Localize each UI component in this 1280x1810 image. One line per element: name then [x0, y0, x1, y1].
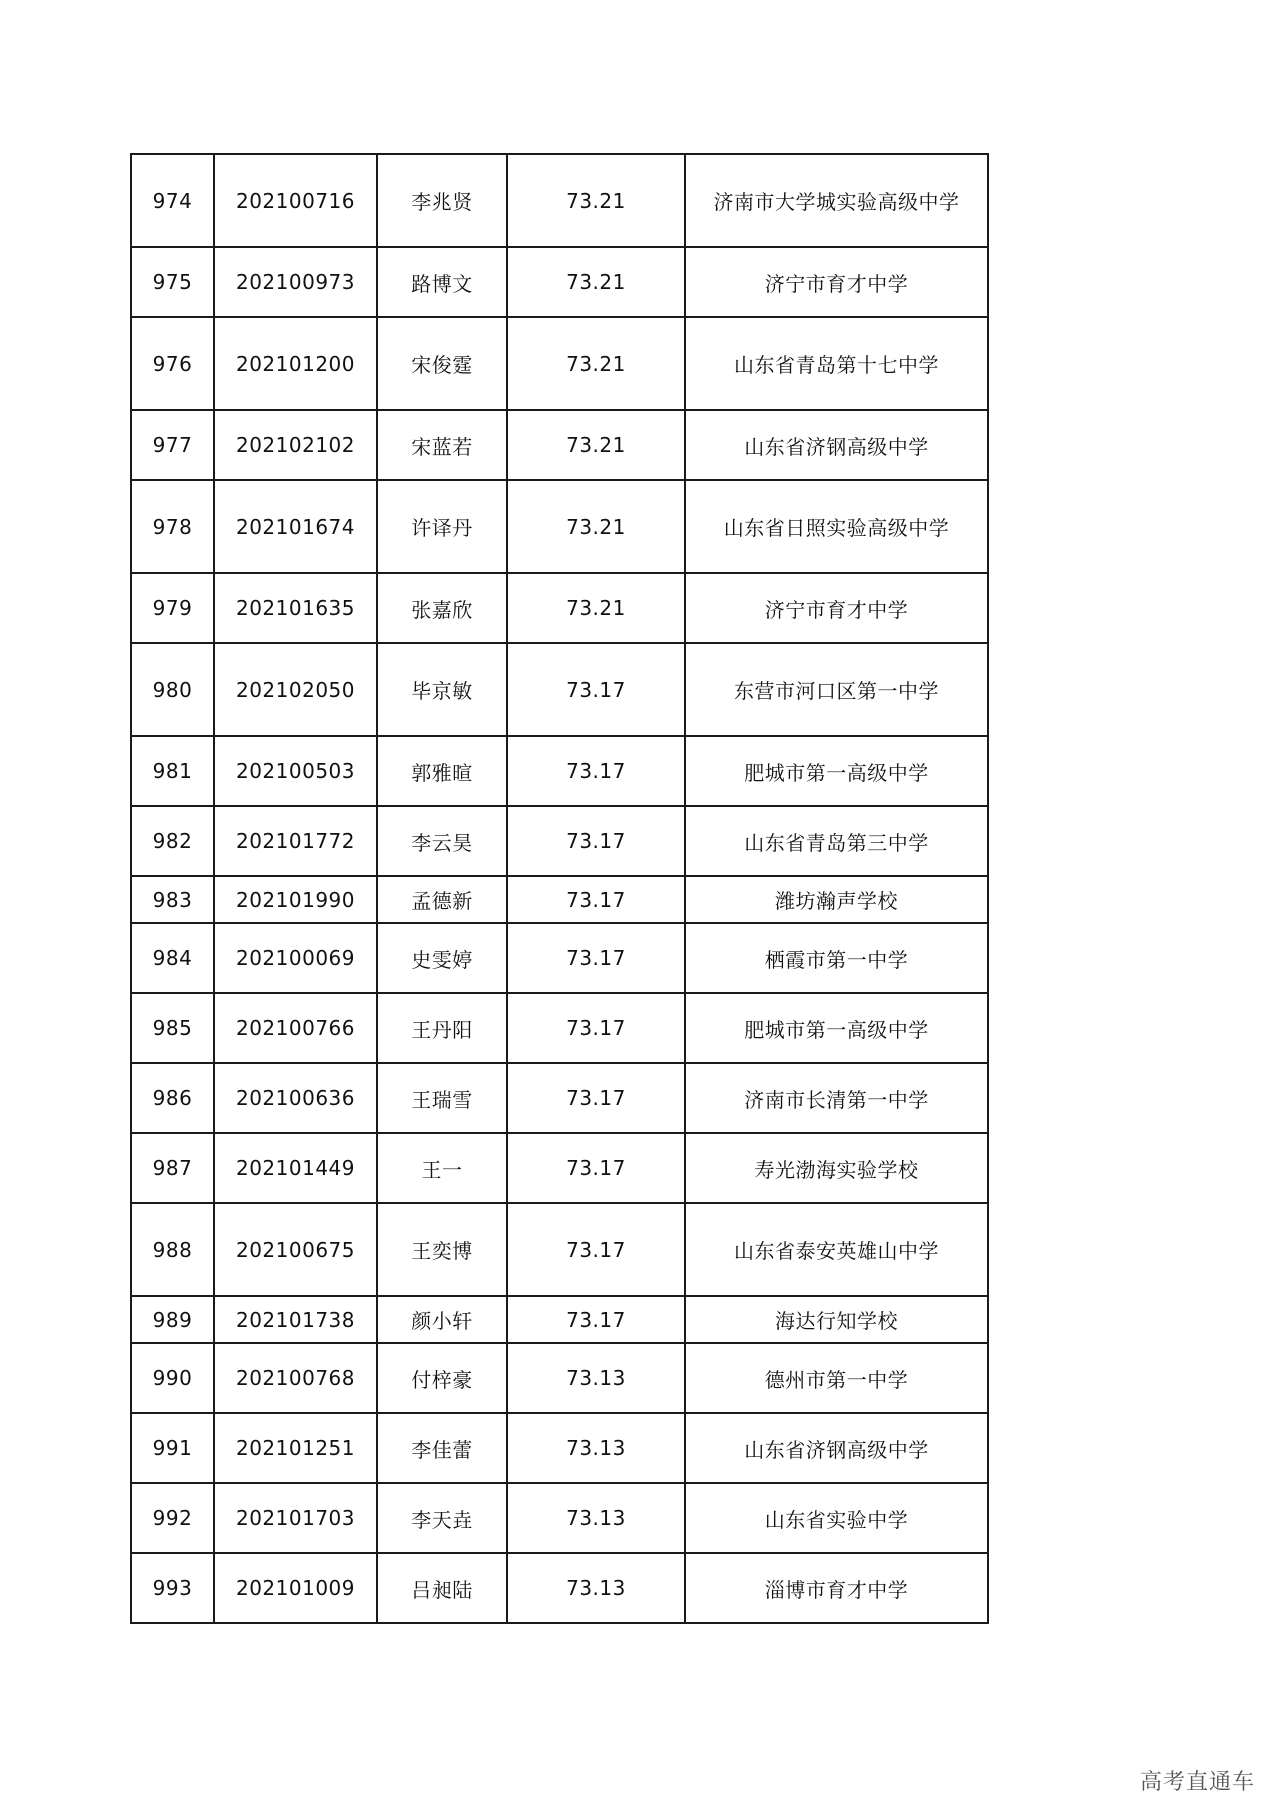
table-row — [131, 1343, 988, 1413]
candidate-id-cell: 202100503 — [214, 736, 377, 806]
school-cell: 山东省青岛第三中学 — [685, 806, 988, 876]
school-cell: 肥城市第一高级中学 — [685, 736, 988, 806]
score-cell: 73.17 — [507, 993, 685, 1063]
school-cell: 济宁市育才中学 — [685, 247, 988, 317]
table-row — [131, 1483, 988, 1553]
candidate-id-cell: 202101200 — [214, 317, 377, 410]
rank-cell: 987 — [131, 1133, 214, 1203]
school-cell: 山东省日照实验高级中学 — [685, 480, 988, 573]
candidate-id-cell: 202101990 — [214, 876, 377, 923]
name-cell: 王瑞雪 — [377, 1063, 507, 1133]
name-cell: 宋俊霆 — [377, 317, 507, 410]
table-row — [131, 1063, 988, 1133]
rank-cell: 976 — [131, 317, 214, 410]
candidate-id-cell: 202101674 — [214, 480, 377, 573]
name-cell: 李兆贤 — [377, 154, 507, 247]
name-cell: 史雯婷 — [377, 923, 507, 993]
table-row — [131, 876, 988, 923]
rank-cell: 992 — [131, 1483, 214, 1553]
school-cell: 寿光渤海实验学校 — [685, 1133, 988, 1203]
table-row — [131, 1296, 988, 1343]
name-cell: 李佳蕾 — [377, 1413, 507, 1483]
candidate-id-cell: 202100768 — [214, 1343, 377, 1413]
rank-cell: 986 — [131, 1063, 214, 1133]
school-cell: 山东省济钢高级中学 — [685, 1413, 988, 1483]
candidate-id-cell: 202102102 — [214, 410, 377, 480]
rank-cell: 993 — [131, 1553, 214, 1623]
table-row — [131, 736, 988, 806]
score-cell: 73.17 — [507, 923, 685, 993]
rank-cell: 978 — [131, 480, 214, 573]
name-cell: 颜小轩 — [377, 1296, 507, 1343]
table-row — [131, 1553, 988, 1623]
name-cell: 孟德新 — [377, 876, 507, 923]
name-cell: 路博文 — [377, 247, 507, 317]
school-cell: 东营市河口区第一中学 — [685, 643, 988, 736]
score-cell: 73.17 — [507, 1063, 685, 1133]
school-cell: 海达行知学校 — [685, 1296, 988, 1343]
table-row — [131, 410, 988, 480]
name-cell: 王奕博 — [377, 1203, 507, 1296]
score-cell: 73.21 — [507, 317, 685, 410]
score-cell: 73.17 — [507, 806, 685, 876]
name-cell: 付梓豪 — [377, 1343, 507, 1413]
name-cell: 毕京敏 — [377, 643, 507, 736]
school-cell: 德州市第一中学 — [685, 1343, 988, 1413]
name-cell: 王丹阳 — [377, 993, 507, 1063]
candidate-id-cell: 202100973 — [214, 247, 377, 317]
rank-cell: 979 — [131, 573, 214, 643]
score-cell: 73.21 — [507, 247, 685, 317]
table-row — [131, 1133, 988, 1203]
name-cell: 郭雅暄 — [377, 736, 507, 806]
score-cell: 73.13 — [507, 1483, 685, 1553]
table-row — [131, 1203, 988, 1296]
name-cell: 李云昊 — [377, 806, 507, 876]
score-cell: 73.21 — [507, 573, 685, 643]
score-cell: 73.21 — [507, 410, 685, 480]
school-cell: 济宁市育才中学 — [685, 573, 988, 643]
score-cell: 73.17 — [507, 1203, 685, 1296]
table-row — [131, 573, 988, 643]
name-cell: 宋蓝若 — [377, 410, 507, 480]
table-row — [131, 923, 988, 993]
candidate-id-cell: 202101251 — [214, 1413, 377, 1483]
candidate-id-cell: 202101635 — [214, 573, 377, 643]
rank-cell: 985 — [131, 993, 214, 1063]
table-row — [131, 480, 988, 573]
table-row — [131, 993, 988, 1063]
table-row — [131, 154, 988, 247]
name-cell: 王一 — [377, 1133, 507, 1203]
score-ranking-table — [130, 153, 989, 1624]
candidate-id-cell: 202102050 — [214, 643, 377, 736]
score-cell: 73.17 — [507, 1133, 685, 1203]
candidate-id-cell: 202101703 — [214, 1483, 377, 1553]
candidate-id-cell: 202100675 — [214, 1203, 377, 1296]
table-row — [131, 643, 988, 736]
rank-cell: 989 — [131, 1296, 214, 1343]
rank-cell: 980 — [131, 643, 214, 736]
candidate-id-cell: 202100069 — [214, 923, 377, 993]
candidate-id-cell: 202100716 — [214, 154, 377, 247]
name-cell: 张嘉欣 — [377, 573, 507, 643]
name-cell: 吕昶陆 — [377, 1553, 507, 1623]
rank-cell: 984 — [131, 923, 214, 993]
rank-cell: 983 — [131, 876, 214, 923]
rank-cell: 975 — [131, 247, 214, 317]
school-cell: 济南市长清第一中学 — [685, 1063, 988, 1133]
school-cell: 潍坊瀚声学校 — [685, 876, 988, 923]
candidate-id-cell: 202100766 — [214, 993, 377, 1063]
score-cell: 73.21 — [507, 480, 685, 573]
table-row — [131, 247, 988, 317]
score-cell: 73.13 — [507, 1553, 685, 1623]
school-cell: 栖霞市第一中学 — [685, 923, 988, 993]
rank-cell: 990 — [131, 1343, 214, 1413]
score-cell: 73.17 — [507, 643, 685, 736]
score-cell: 73.17 — [507, 1296, 685, 1343]
score-cell: 73.13 — [507, 1413, 685, 1483]
school-cell: 肥城市第一高级中学 — [685, 993, 988, 1063]
rank-cell: 991 — [131, 1413, 214, 1483]
school-cell: 山东省济钢高级中学 — [685, 410, 988, 480]
rank-cell: 988 — [131, 1203, 214, 1296]
table-row — [131, 317, 988, 410]
rank-cell: 977 — [131, 410, 214, 480]
score-cell: 73.17 — [507, 876, 685, 923]
school-cell: 淄博市育才中学 — [685, 1553, 988, 1623]
candidate-id-cell: 202100636 — [214, 1063, 377, 1133]
score-cell: 73.17 — [507, 736, 685, 806]
watermark-text: 高考直通车 — [1139, 1770, 1255, 1795]
candidate-id-cell: 202101772 — [214, 806, 377, 876]
score-cell: 73.21 — [507, 154, 685, 247]
rank-cell: 981 — [131, 736, 214, 806]
score-cell: 73.13 — [507, 1343, 685, 1413]
rank-cell: 982 — [131, 806, 214, 876]
school-cell: 济南市大学城实验高级中学 — [685, 154, 988, 247]
name-cell: 李天垚 — [377, 1483, 507, 1553]
candidate-id-cell: 202101449 — [214, 1133, 377, 1203]
school-cell: 山东省泰安英雄山中学 — [685, 1203, 988, 1296]
school-cell: 山东省实验中学 — [685, 1483, 988, 1553]
rank-cell: 974 — [131, 154, 214, 247]
name-cell: 许译丹 — [377, 480, 507, 573]
table-row — [131, 1413, 988, 1483]
school-cell: 山东省青岛第十七中学 — [685, 317, 988, 410]
table-row — [131, 806, 988, 876]
candidate-id-cell: 202101009 — [214, 1553, 377, 1623]
candidate-id-cell: 202101738 — [214, 1296, 377, 1343]
